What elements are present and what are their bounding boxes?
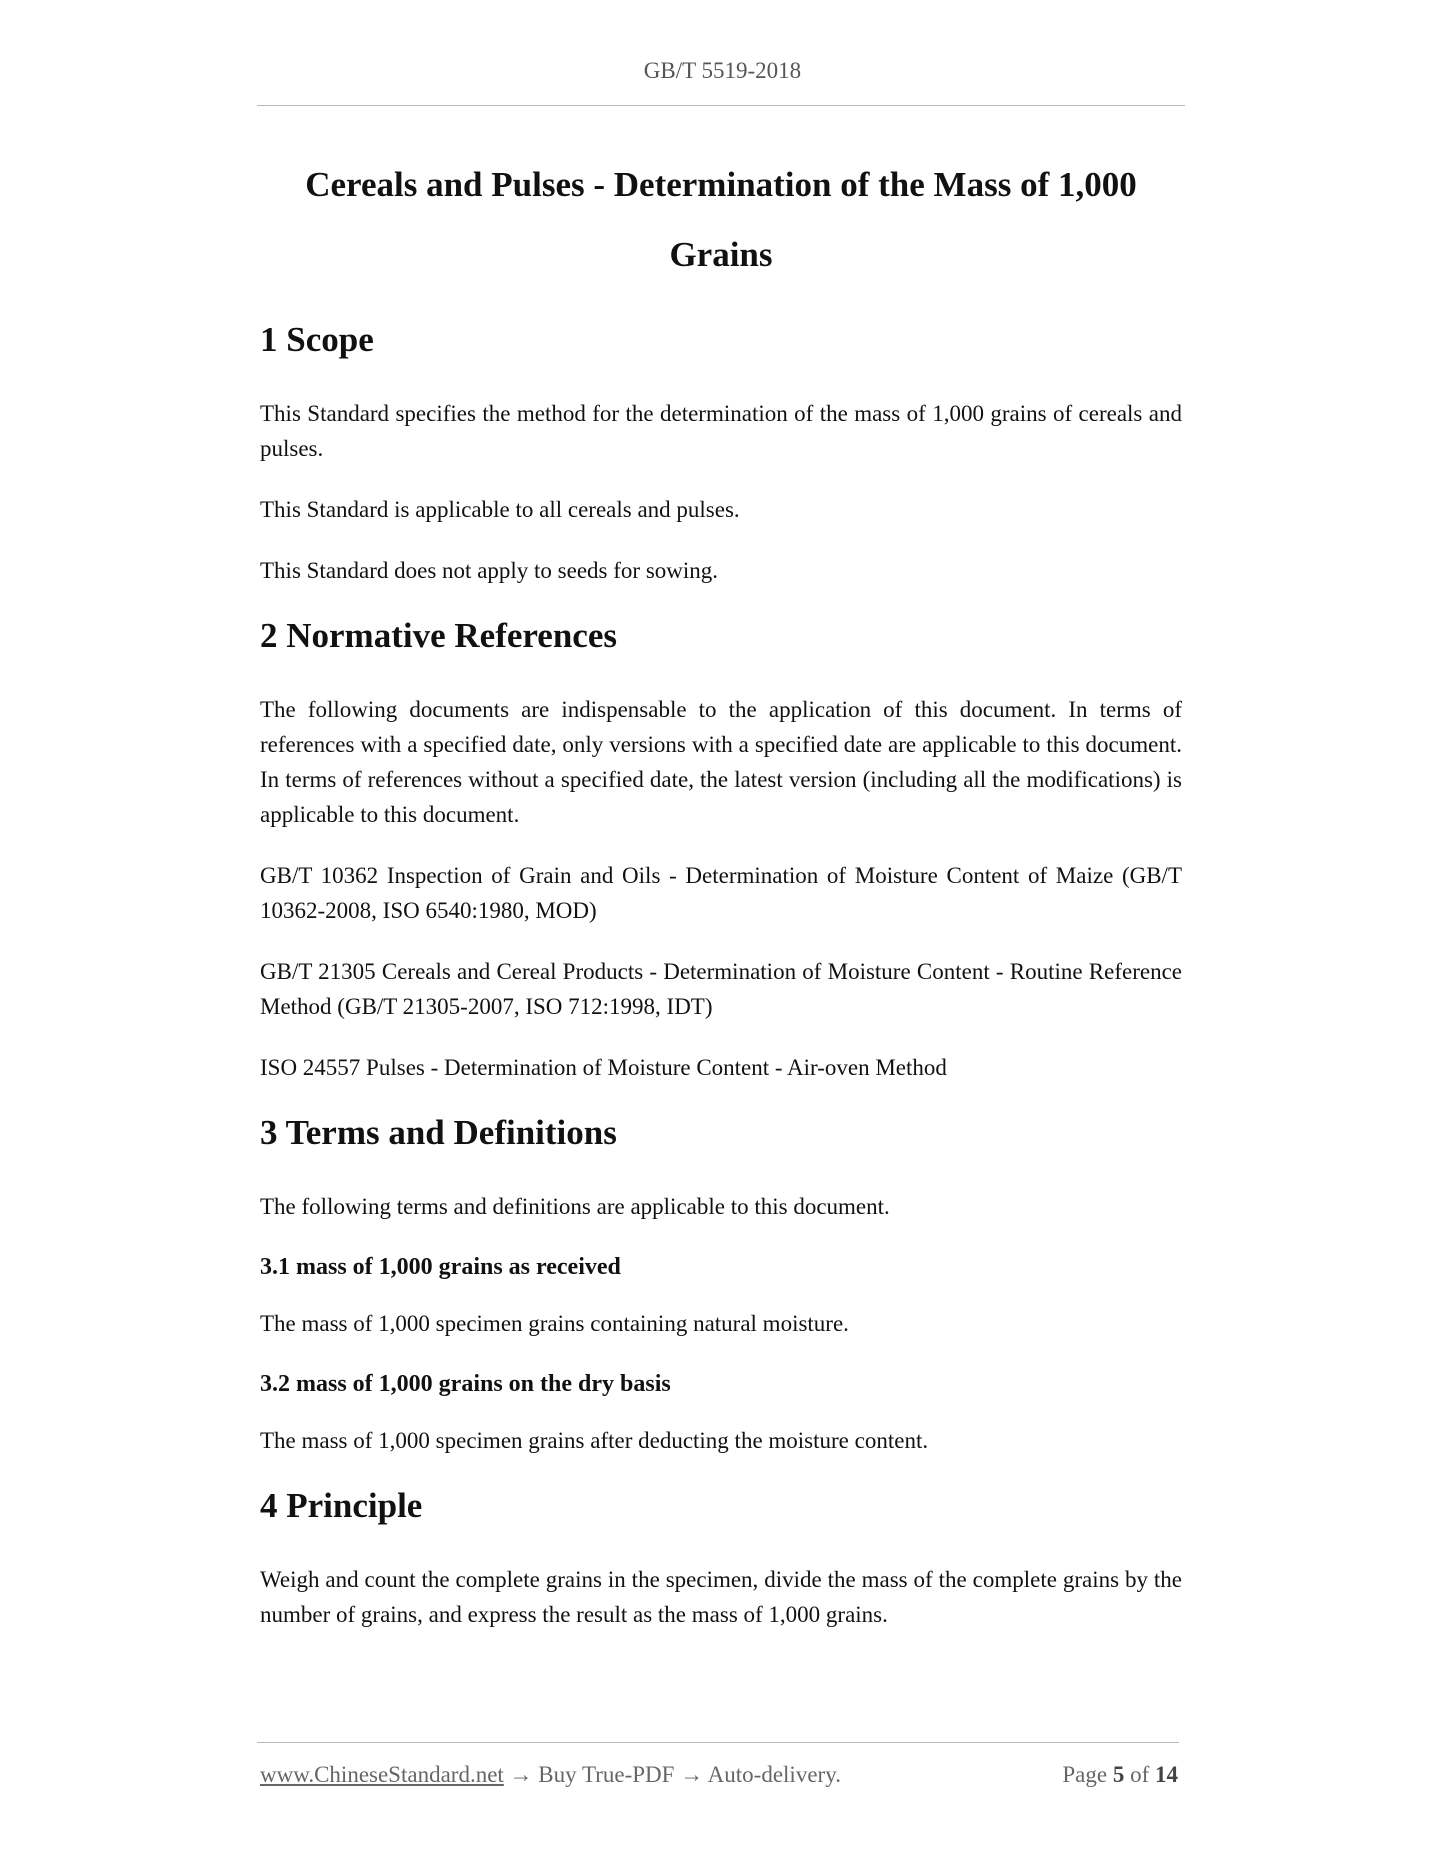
arrow-right-icon: → bbox=[509, 1762, 533, 1787]
buy-text: Buy True-PDF bbox=[538, 1762, 675, 1787]
normative-intro: The following documents are indispensable to the application of this document. In terms of references with a specified date, only versions with a specified date are applicable to this document. In terms of references without a specified date, the latest version (including all the modifications) is applicable to this document. bbox=[260, 697, 1182, 827]
delivery-text: Auto-delivery. bbox=[707, 1762, 841, 1787]
website-link[interactable]: www.ChineseStandard.net bbox=[260, 1762, 504, 1787]
scope-paragraph: This Standard specifies the method for the determination of the mass of 1,000 grains of cereals and pulses. bbox=[260, 401, 1182, 461]
term-heading: 3.2 mass of 1,000 grains on the dry basis bbox=[260, 1371, 671, 1397]
footer-divider bbox=[257, 1742, 1179, 1743]
page-total: 14 bbox=[1155, 1762, 1178, 1787]
title-line-1: Cereals and Pulses - Determination of the Mass of 1,000 bbox=[305, 165, 1137, 204]
header-standard-code: GB/T 5519-2018 bbox=[643, 58, 802, 83]
page-current: 5 bbox=[1112, 1762, 1125, 1787]
section-heading-principle: 4 Principle bbox=[260, 1486, 423, 1525]
section-heading-terms-definitions: 3 Terms and Definitions bbox=[260, 1113, 617, 1152]
section-heading-normative-references: 2 Normative References bbox=[260, 616, 617, 655]
footer-promo bbox=[260, 1762, 841, 1788]
reference-item: GB/T 10362 Inspection of Grain and Oils - Determination of Moisture Content of Maize (GB/T 10362-2008, ISO 6540:1980, MOD) bbox=[260, 863, 1182, 923]
reference-item: ISO 24557 Pulses - Determination of Moisture Content - Air-oven Method bbox=[260, 1055, 947, 1080]
page-number bbox=[1062, 1762, 1178, 1788]
term-heading: 3.1 mass of 1,000 grains as received bbox=[260, 1254, 621, 1280]
section-scope bbox=[260, 318, 1182, 588]
section-principle bbox=[260, 1484, 1182, 1632]
term-definition: The mass of 1,000 specimen grains after deducting the moisture content. bbox=[260, 1428, 929, 1453]
page-label: Page bbox=[1062, 1762, 1108, 1787]
scope-paragraph: This Standard does not apply to seeds for sowing. bbox=[260, 558, 719, 583]
scope-paragraph: This Standard is applicable to all cereals and pulses. bbox=[260, 497, 740, 522]
reference-item: GB/T 21305 Cereals and Cereal Products - Determination of Moisture Content - Routine Reference Method (GB/T 21305-2007, ISO 712:1998, IDT) bbox=[260, 959, 1182, 1019]
document-body bbox=[260, 318, 1182, 1658]
header-divider bbox=[257, 105, 1185, 106]
arrow-right-icon: → bbox=[680, 1762, 704, 1787]
title-line-2: Grains bbox=[669, 235, 773, 274]
section-normative-references bbox=[260, 614, 1182, 1085]
document-title bbox=[257, 150, 1185, 290]
principle-text: Weigh and count the complete grains in the specimen, divide the mass of the complete grains by the number of grains, and express the result as the mass of 1,000 grains. bbox=[260, 1567, 1182, 1627]
section-heading-scope: 1 Scope bbox=[260, 320, 374, 359]
of-label: of bbox=[1130, 1762, 1150, 1787]
term-definition: The mass of 1,000 specimen grains containing natural moisture. bbox=[260, 1311, 849, 1336]
terms-intro: The following terms and definitions are applicable to this document. bbox=[260, 1194, 890, 1219]
section-terms-definitions bbox=[260, 1111, 1182, 1458]
